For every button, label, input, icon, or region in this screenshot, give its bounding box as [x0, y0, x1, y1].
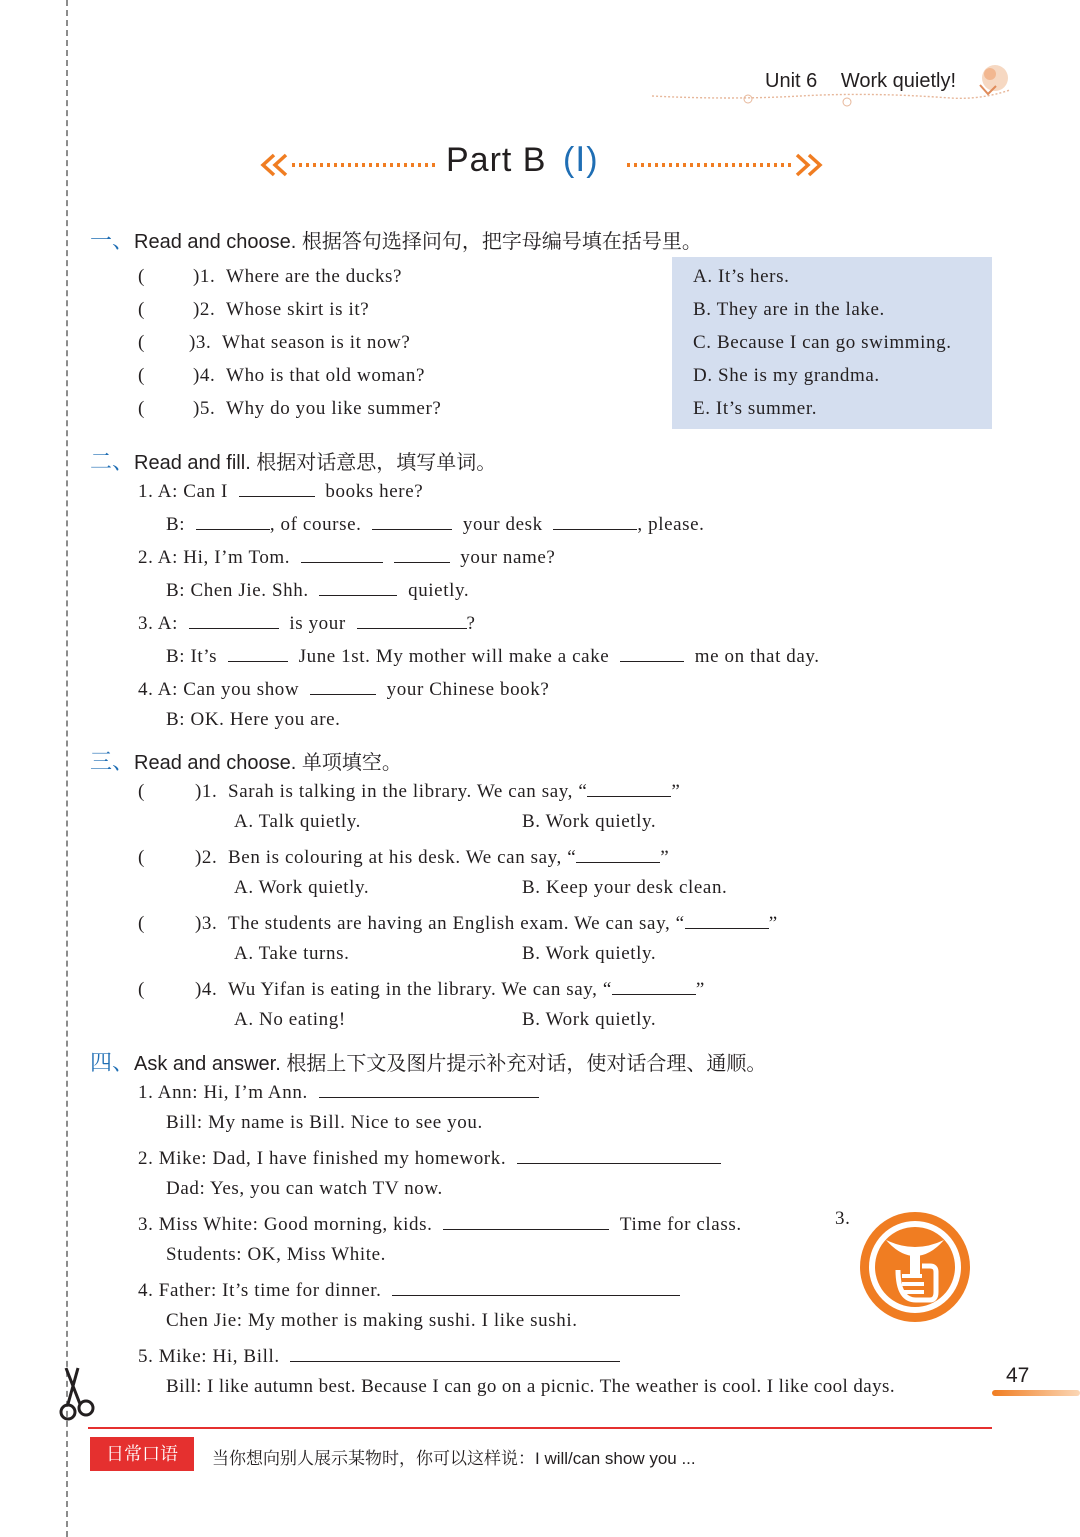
- fill-blank[interactable]: [685, 910, 769, 929]
- s1-question-1: [138, 266, 402, 288]
- part-number: (Ⅰ): [562, 141, 599, 179]
- s3-question-2: ( )2. Ben is colouring at his desk. We can say, “ ”: [138, 844, 669, 869]
- section-4-instruction: Ask and answer. 根据上下文及图片提示补充对话，使对话合理、通顺。: [134, 1053, 767, 1075]
- part-label: Part B: [446, 141, 547, 179]
- s2-line-3a: 3. A: is your ?: [138, 610, 476, 635]
- unit-label: Unit 6: [765, 70, 818, 92]
- s3-question-4: ( )4. Wu Yifan is eating in the library. We can say, “ ”: [138, 976, 705, 1001]
- fill-blank[interactable]: [553, 511, 637, 530]
- fill-blank[interactable]: [319, 577, 397, 596]
- footer-divider: [88, 1427, 992, 1429]
- answer-bracket[interactable]: (: [138, 847, 145, 868]
- question-number: )4.: [192, 365, 216, 386]
- answer-bracket[interactable]: (: [138, 266, 145, 287]
- fill-blank[interactable]: [394, 544, 450, 563]
- page-number-underline: [992, 1390, 1080, 1396]
- fill-blank[interactable]: [196, 511, 270, 530]
- answer-bracket[interactable]: (: [138, 781, 145, 802]
- question-text: What season is it now?: [222, 332, 411, 353]
- answer-bracket[interactable]: (: [138, 365, 145, 386]
- answer-option-c: C. Because I can go swimming.: [693, 332, 952, 353]
- unit-title: Work quietly!: [840, 70, 957, 92]
- s2-line-1a: 1. A: Can I books here?: [138, 478, 423, 503]
- s1-question-2: [138, 299, 369, 321]
- question-text: Why do you like summer?: [226, 398, 442, 419]
- fill-blank[interactable]: [228, 643, 288, 662]
- answer-bracket[interactable]: (: [138, 332, 145, 353]
- question-number: )5.: [192, 398, 216, 419]
- s3-question-3: ( )3. The students are having an English exam. We can say, “ ”: [138, 910, 778, 935]
- s2-line-4b: B: OK. Here you are.: [166, 709, 341, 730]
- quiet-sign-icon: [858, 1210, 972, 1324]
- fill-blank[interactable]: [310, 676, 376, 695]
- s3-option-2b: B. Keep your desk clean.: [522, 877, 728, 898]
- header-decoration-icon: [650, 60, 1020, 110]
- s2-line-1b: B: , of course. your desk , please.: [166, 511, 705, 536]
- s1-question-5: [138, 398, 441, 420]
- fill-blank[interactable]: [357, 610, 467, 629]
- fill-blank[interactable]: [443, 1211, 609, 1230]
- fill-blank[interactable]: [576, 844, 660, 863]
- answer-bracket[interactable]: (: [138, 398, 145, 419]
- answer-option-d: D. She is my grandma.: [693, 365, 880, 386]
- s4-line-4b: Chen Jie: My mother is making sushi. I like sushi.: [166, 1310, 578, 1331]
- footer-tag: 日常口语: [90, 1437, 194, 1471]
- section-2-title: [90, 445, 496, 476]
- answer-bracket[interactable]: (: [138, 913, 145, 934]
- question-number: )3.: [188, 332, 212, 353]
- fill-blank[interactable]: [517, 1145, 721, 1164]
- fill-blank[interactable]: [290, 1343, 620, 1362]
- question-number: )2.: [192, 299, 216, 320]
- fill-blank[interactable]: [319, 1079, 539, 1098]
- s3-question-1: ( )1. Sarah is talking in the library. We can say, “ ”: [138, 778, 680, 803]
- section-2-instruction: Read and fill. 根据对话意思，填写单词。: [134, 452, 497, 474]
- scissors-icon: [56, 1366, 104, 1428]
- part-title-right-ornament-icon: [625, 152, 825, 178]
- s1-question-3: [138, 332, 410, 354]
- s3-option-4b: B. Work quietly.: [522, 1009, 657, 1030]
- s3-option-2a: A. Work quietly.: [234, 877, 370, 898]
- answer-bracket[interactable]: (: [138, 979, 145, 1000]
- fill-blank[interactable]: [620, 643, 684, 662]
- fill-blank[interactable]: [372, 511, 452, 530]
- s1-question-4: [138, 365, 425, 387]
- s3-option-4a: A. No eating!: [234, 1009, 346, 1030]
- fill-blank[interactable]: [239, 478, 315, 497]
- question-text: Whose skirt is it?: [226, 299, 370, 320]
- s2-line-2b: B: Chen Jie. Shh. quietly.: [166, 577, 469, 602]
- answer-option-b: B. They are in the lake.: [693, 299, 885, 320]
- page-number: 47: [1006, 1364, 1030, 1387]
- s4-line-1a: 1. Ann: Hi, I’m Ann.: [138, 1079, 539, 1104]
- section-3-number: 三、: [90, 749, 135, 774]
- section-1-title: [90, 224, 702, 255]
- cut-line: [66, 0, 68, 1537]
- s4-line-3b: Students: OK, Miss White.: [166, 1244, 386, 1265]
- section-3-instruction: Read and choose. 单项填空。: [134, 752, 402, 774]
- s4-line-1b: Bill: My name is Bill. Nice to see you.: [166, 1112, 483, 1133]
- section-3-title: [90, 745, 402, 776]
- s4-line-2b: Dad: Yes, you can watch TV now.: [166, 1178, 443, 1199]
- section-1-instruction: Read and choose. 根据答句选择问句，把字母编号填在括号里。: [134, 231, 702, 253]
- question-text: Where are the ducks?: [226, 266, 403, 287]
- fill-blank[interactable]: [587, 778, 671, 797]
- fill-blank[interactable]: [189, 610, 279, 629]
- s3-option-1a: A. Talk quietly.: [234, 811, 362, 832]
- s4-line-5b: Bill: I like autumn best. Because I can go on a picnic. The weather is cool. I like cool days.: [166, 1376, 895, 1397]
- part-title: [446, 140, 599, 180]
- picture-number: 3.: [835, 1208, 851, 1229]
- section-1-number: 一、: [90, 228, 135, 253]
- section-4-title: [90, 1046, 766, 1077]
- s2-line-3b: B: It’s June 1st. My mother will make a cake me on that day.: [166, 643, 820, 668]
- s4-line-5a: 5. Mike: Hi, Bill.: [138, 1343, 620, 1368]
- section-4-number: 四、: [90, 1050, 135, 1075]
- s4-line-3a: 3. Miss White: Good morning, kids. Time for class.: [138, 1211, 742, 1236]
- footer-text: 当你想向别人展示某物时，你可以这样说：I will/can show you ...: [212, 1449, 696, 1468]
- question-text: Who is that old woman?: [226, 365, 425, 386]
- s3-option-3a: A. Take turns.: [234, 943, 350, 964]
- fill-blank[interactable]: [392, 1277, 680, 1296]
- fill-blank[interactable]: [612, 976, 696, 995]
- s4-line-4a: 4. Father: It’s time for dinner.: [138, 1277, 680, 1302]
- answer-option-e: E. It’s summer.: [693, 398, 818, 419]
- answer-bracket[interactable]: (: [138, 299, 145, 320]
- question-number: )1.: [192, 266, 216, 287]
- s3-option-3b: B. Work quietly.: [522, 943, 657, 964]
- fill-blank[interactable]: [301, 544, 383, 563]
- s2-line-2a: 2. A: Hi, I’m Tom. your name?: [138, 544, 555, 569]
- section-2-number: 二、: [90, 449, 135, 474]
- s3-option-1b: B. Work quietly.: [522, 811, 657, 832]
- answer-option-a: A. It’s hers.: [693, 266, 790, 287]
- s2-line-4a: 4. A: Can you show your Chinese book?: [138, 676, 549, 701]
- part-title-left-ornament-icon: [260, 152, 440, 178]
- s4-line-2a: 2. Mike: Dad, I have finished my homework.: [138, 1145, 721, 1170]
